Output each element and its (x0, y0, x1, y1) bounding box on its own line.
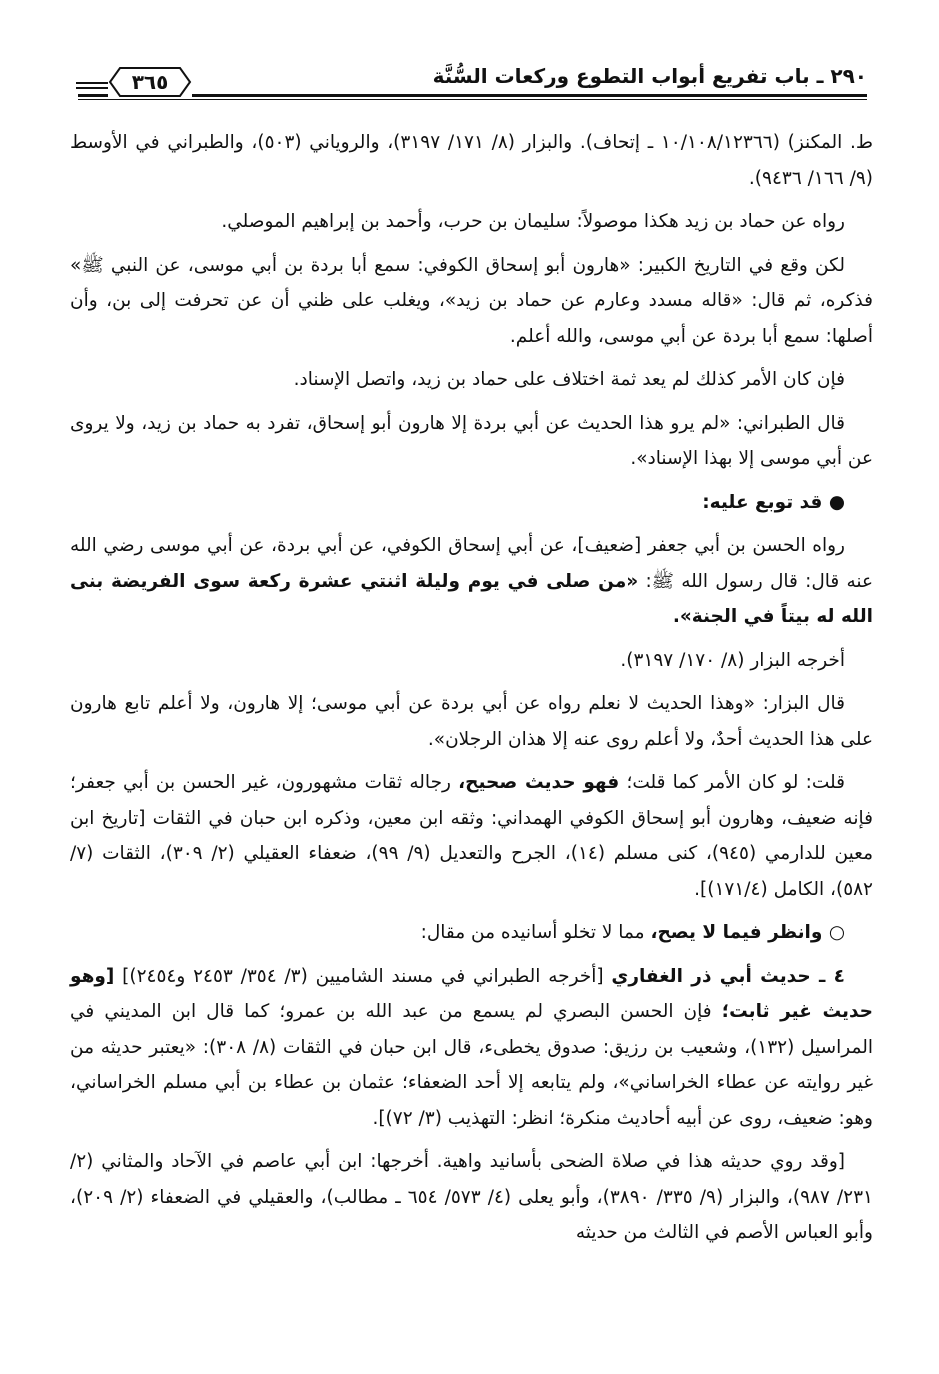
hadith-text: «من صلى في يوم وليلة اثنتي عشرة ركعة سوى الفريضة بنى الله له بيتاً في الجنة». (70, 570, 873, 627)
paragraph-text: قال البزار: «وهذا الحديث لا نعلم رواه عن أبي بردة عن أبي موسى؛ إلا هارون، ولا أعلم تابع هارون على هذا الحديث أحدٌ، ولا أعلم روى عنه إلا هذان الرجلان». (70, 693, 873, 750)
paragraph-text: لكن وقع في التاريخ الكبير: «هارون أبو إسحاق الكوفي: سمع أبا بردة بن أبي موسى، عن النبي ﷺ» فذكره، ثم قال: «قاله مسدد وعارم عن حماد بن زيد»، ويغلب على ظني أن عن تحرفت إلى بن، وأن أصلها: سمع أبا بردة عن أبي موسى، والله أعلم. (70, 254, 873, 347)
paragraph (70, 528, 873, 635)
paragraph (70, 959, 873, 1137)
page-number: ٣٦٥ (131, 70, 169, 94)
paragraph-text: فإن الحسن البصري لم يسمع من عبد الله بن عمرو؛ كما قال ابن المديني في المراسيل (١٣٢)، وشعيب بن رزيق: صدوق يخطىء، قال ابن حبان في الثقات (٨/ ٣٠٨): «يعتبر حديثه من غير روايته عن عطاء الخراساني»، ولم يتابعه إلا أحد الضعفاء؛ عثمان بن عطاء بن أبي مسلم الخراساني، وهو: ضعيف، روى عن أبيه أحاديث منكرة؛ انظر: التهذيب (٣/ ٧٢)]. (70, 1001, 873, 1129)
paragraph-text: رواه الحسن بن أبي جعفر [ضعيف]، عن أبي إسحاق الكوفي، عن أبي بردة، عن أبي موسى رضي الله عنه قال: قال رسول الله ﷺ: (70, 535, 873, 592)
paragraph (70, 248, 873, 355)
paragraph-text: قلت: لو كان الأمر كما قلت؛ (619, 772, 845, 793)
paragraph-text: رجاله ثقات مشهورون، غير الحسن بن أبي جعفر؛ فإنه ضعيف، وهارون أبو إسحاق الكوفي الهمداني: وثقه ابن معين، وذكره ابن حبان في الثقات [تاريخ ابن معين للدارمي (٩٤٥)، كنى مسلم (١٤)، الجرح والتعديل (٩/ ٩٩)، ضعفاء العقيلي (٢/ ٣٠٩)، الثقات (٧/ ٥٨٢)، الكامل (١٧١/٤)]. (70, 772, 873, 900)
subheading-text: ○ وانظر فيما لا يصح، (650, 922, 845, 943)
paragraph (70, 204, 873, 240)
paragraph-text: [أخرجه الطبراني في مسند الشاميين (٣/ ٣٥٤/ ٢٤٥٣ و٢٤٥٤)] (114, 965, 612, 987)
header-rule (78, 94, 867, 97)
page-body (70, 125, 873, 1251)
paragraph (70, 765, 873, 907)
header-rule-thin (78, 99, 867, 100)
paragraph (70, 686, 873, 757)
paragraph-text: [وقد روي حديثه هذا في صلاة الضحى بأسانيد واهية. أخرجها: ابن أبي عاصم في الآحاد والمثاني (٢/ ٢٣١/ ٩٨٧)، والبزار (٩/ ٣٣٥/ ٣٨٩٠)، وأبو يعلى (٤/ ٥٧٣/ ٦٥٤ ـ مطالب)، والعقيلي في الضعفاء (٢/ ٢٠٩)، وأبو العباس الأصم في الثالث من حديثه (70, 1151, 873, 1243)
paragraph (70, 125, 873, 196)
page-number-frame (108, 66, 192, 98)
section-heading (70, 485, 873, 521)
paragraph-text: فإن كان الأمر كذلك لم يعد ثمة اختلاف على حماد بن زيد، واتصل الإسناد. (293, 369, 845, 390)
paragraph-text: أخرجه البزار (٨/ ١٧٠/ ٣١٩٧). (620, 649, 845, 671)
paragraph (70, 406, 873, 477)
paragraph-text: مما لا تخلو أسانيده من مقال: (420, 922, 651, 943)
heading-text: ● قد توبع عليه: (702, 491, 845, 513)
paragraph-text: ط. المكنز) (١٠/١٠٨/١٢٣٦٦ ـ إتحاف). والبزار (٨/ ١٧١/ ٣١٩٧)، والروياني (٥٠٣)، والطبراني في الأوسط (٩/ ١٦٦/ ٩٤٣٦). (70, 132, 873, 189)
paragraph-text: رواه عن حماد بن زيد هكذا موصولاً: سليمان بن حرب، وأحمد بن إبراهيم الموصلي. (221, 211, 845, 232)
header-dash (76, 87, 108, 89)
ruling-text: فهو حديث صحيح، (458, 772, 620, 793)
paragraph (70, 362, 873, 398)
paragraph (70, 1144, 873, 1251)
page-header (78, 58, 867, 104)
running-title: ٢٩٠ ـ باب تفريع أبواب التطوع وركعات السُّنَّة (432, 64, 867, 88)
ruling-text: [وهو حديث غير ثابت؛ (70, 965, 873, 1022)
paragraph (70, 915, 873, 951)
paragraph-text: قال الطبراني: «لم يرو هذا الحديث عن أبي بردة إلا هارون أبو إسحاق، تفرد به حماد بن زيد، ولا يروى عن أبي موسى إلا بهذا الإسناد». (70, 412, 873, 469)
paragraph (70, 643, 873, 679)
header-dash (76, 82, 108, 84)
hadith-title: ٤ ـ حديث أبي ذر الغفاري (611, 965, 845, 987)
